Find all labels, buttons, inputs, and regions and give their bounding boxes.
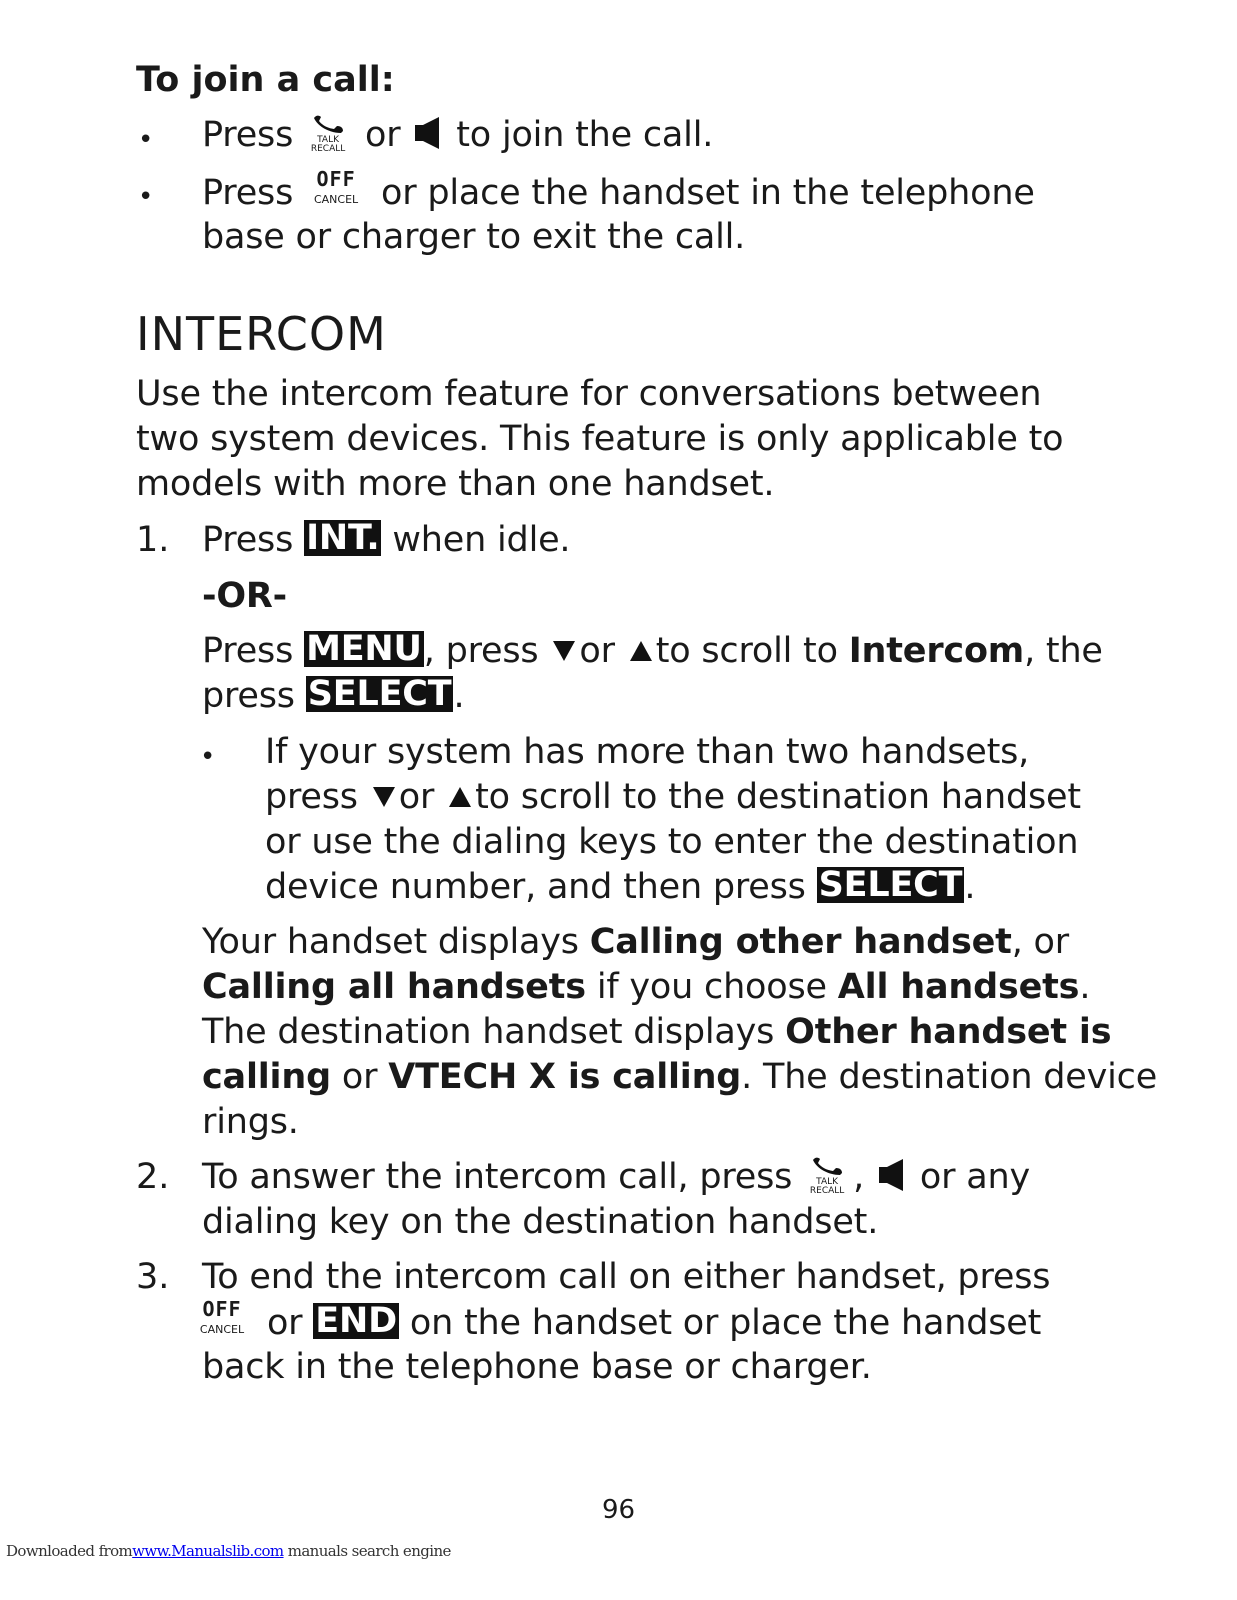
step-1-alt-line-2: press SELECT. bbox=[202, 674, 465, 716]
display-line-4: calling or VTECH X is calling. The destination device bbox=[202, 1057, 1158, 1097]
join-bullet-1: Press TALK RECALL or to join the call. bbox=[202, 115, 714, 155]
intro-line-2: two system devices. This feature is only applicable to bbox=[136, 419, 1064, 459]
sub-bullet-line-1: If your system has more than two handsets, bbox=[265, 732, 1030, 772]
menu-softkey: MENU bbox=[306, 629, 422, 669]
step-3-line-3: back in the telephone base or charger. bbox=[202, 1347, 872, 1387]
step-3-line-2: OFF CANCEL or END on the handset or place the handset bbox=[196, 1300, 1041, 1346]
display-line-2: Calling all handsets if you choose All handsets. bbox=[202, 967, 1091, 1007]
step-1-number: 1. bbox=[136, 520, 170, 560]
phone-handset-icon bbox=[811, 1156, 845, 1176]
bullet-marker: • bbox=[200, 742, 216, 772]
intercom-heading: INTERCOM bbox=[136, 307, 387, 361]
step-2-line-2: dialing key on the destination handset. bbox=[202, 1202, 879, 1242]
up-arrow-icon bbox=[449, 787, 471, 807]
sub-bullet-line-3: or use the dialing keys to enter the destination bbox=[265, 822, 1079, 862]
speakerphone-icon bbox=[415, 117, 441, 149]
speakerphone-icon bbox=[879, 1159, 905, 1191]
join-bullet-2-line2: base or charger to exit the call. bbox=[202, 217, 746, 257]
page-number: 96 bbox=[601, 1495, 636, 1525]
display-line-5: rings. bbox=[202, 1102, 299, 1142]
talk-recall-key: TALK RECALL bbox=[308, 114, 348, 154]
sub-bullet-line-4: device number, and then press SELECT. bbox=[265, 865, 976, 907]
step-1-line: Press INT. when idle. bbox=[202, 518, 571, 560]
int-softkey: INT. bbox=[306, 518, 380, 558]
step-2-number: 2. bbox=[136, 1157, 170, 1197]
download-footer: Downloaded fromwww.Manualslib.com manuals search engine bbox=[6, 1542, 451, 1560]
display-line-1: Your handset displays Calling other handset, or bbox=[202, 922, 1069, 962]
off-cancel-key: OFF CANCEL bbox=[199, 1297, 245, 1336]
display-line-3: The destination handset displays Other handset is bbox=[202, 1012, 1112, 1052]
intro-line-3: models with more than one handset. bbox=[136, 464, 775, 504]
down-arrow-icon bbox=[553, 641, 575, 661]
step-3-number: 3. bbox=[136, 1257, 170, 1297]
off-cancel-key: OFF CANCEL bbox=[313, 167, 359, 206]
phone-handset-icon bbox=[312, 114, 346, 134]
sub-bullet-line-2: press or to scroll to the destination handset bbox=[265, 777, 1081, 817]
up-arrow-icon bbox=[630, 641, 652, 661]
intro-line-1: Use the intercom feature for conversations between bbox=[136, 374, 1042, 414]
manualslib-link[interactable]: www.Manualslib.com bbox=[132, 1542, 284, 1560]
step-2-line-1: To answer the intercom call, press TALK RECALL , or any bbox=[202, 1157, 1030, 1197]
bullet-marker: • bbox=[138, 182, 154, 212]
bullet-marker: • bbox=[138, 125, 154, 155]
select-softkey: SELECT bbox=[307, 674, 452, 714]
or-separator: -OR- bbox=[202, 576, 287, 616]
join-bullet-2: Press OFF CANCEL or place the handset in the telephone bbox=[202, 167, 1035, 213]
step-1-alt-line-1: Press MENU, press or to scroll to Intercom, the bbox=[202, 629, 1103, 671]
step-3-line-1: To end the intercom call on either handset, press bbox=[202, 1257, 1051, 1297]
join-call-heading: To join a call: bbox=[136, 60, 395, 100]
select-softkey: SELECT bbox=[818, 865, 963, 905]
end-softkey: END bbox=[315, 1301, 397, 1341]
talk-recall-key: TALK RECALL bbox=[807, 1156, 847, 1196]
down-arrow-icon bbox=[373, 787, 395, 807]
